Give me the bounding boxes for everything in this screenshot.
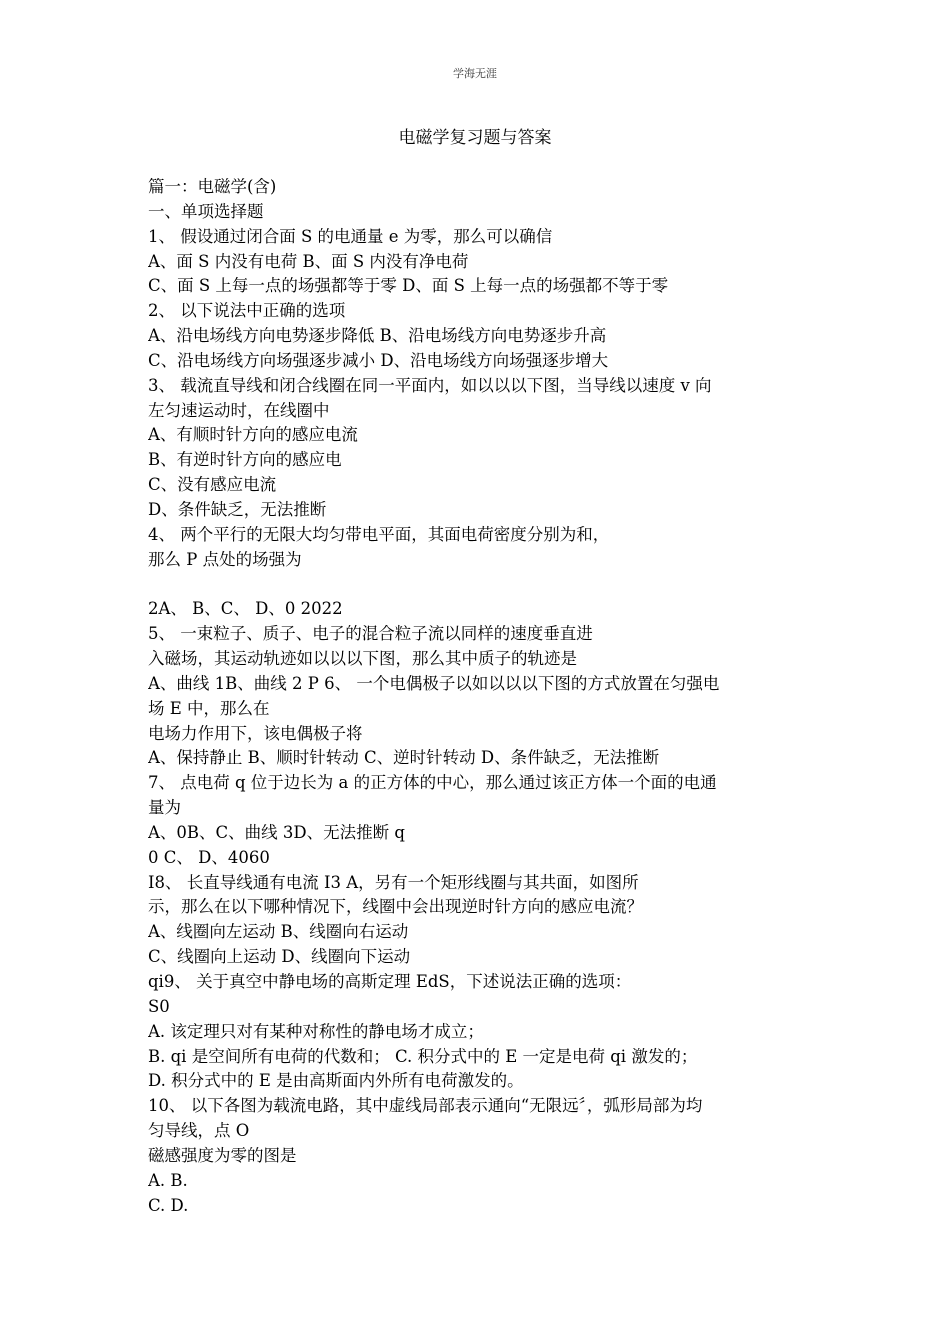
text-line: B. qi 是空间所有电荷的代数和； C. 积分式中的 E 一定是电荷 qi 激发的； [148, 1046, 698, 1066]
text-line: C、线圈向上运动 D、线圈向下运动 [148, 947, 411, 967]
text-line: B、有逆时针方向的感应电 [148, 450, 342, 470]
text-line: 电场力作用下，该电偶极子将 [148, 723, 363, 743]
text-line: 匀导线，点 O [148, 1121, 250, 1141]
text-line: A、曲线 1B、曲线 2 P 6、 一个电偶极子以如以以以下图的方式放置在匀强电 [148, 673, 720, 693]
text-line: A、保持静止 B、顺时针转动 C、逆时针转动 D、条件缺乏，无法推断 [148, 748, 660, 768]
text-line: D、条件缺乏，无法推断 [148, 499, 327, 519]
text-line: 5、 一束粒子、质子、电子的混合粒子流以同样的速度垂直进 [148, 624, 593, 644]
text-line: 那么 P 点处的场强为 [148, 549, 302, 569]
text-line: 场 E 中，那么在 [148, 698, 270, 718]
text-line: A、面 S 内没有电荷 B、面 S 内没有净电荷 [148, 251, 469, 271]
text-line: 一、单项选择题 [148, 201, 264, 221]
text-line: S0 [148, 996, 170, 1016]
text-line: A. B. [148, 1170, 188, 1190]
text-line: C、面 S 上每一点的场强都等于零 D、面 S 上每一点的场强都不等于零 [148, 276, 669, 296]
text-line: 量为 [148, 798, 181, 818]
text-line: 入磁场，其运动轨迹如以以以下图，那么其中质子的轨迹是 [148, 649, 577, 669]
text-line: 1、 假设通过闭合面 S 的电通量 e 为零，那么可以确信 [148, 226, 553, 246]
text-line: 2A、 B、C、 D、0 2022 [148, 599, 343, 619]
page-header: 学海无涯 [453, 67, 497, 80]
text-line: 4、 两个平行的无限大均匀带电平面，其面电荷密度分别为和， [148, 524, 610, 544]
text-line: 磁感强度为零的图是 [148, 1145, 297, 1165]
document-title: 电磁学复习题与答案 [398, 128, 552, 148]
text-line: A、线圈向左运动 B、线圈向右运动 [148, 922, 409, 942]
text-line: 篇一：电磁学(含) [148, 177, 277, 196]
text-line: C、沿电场线方向场强逐步减小 D、沿电场线方向场强逐步增大 [148, 350, 609, 370]
text-line: A、有顺时针方向的感应电流 [148, 425, 358, 445]
text-line: D. 积分式中的 E 是由高斯面内外所有电荷激发的。 [148, 1071, 524, 1091]
text-line: 2、 以下说法中正确的选项 [148, 301, 346, 321]
text-line: 0 C、 D、4060 [148, 847, 270, 867]
text-line: A、0B、C、曲线 3D、无法推断 q [148, 822, 405, 842]
document-body [148, 175, 800, 1218]
text-line: 7、 点电荷 q 位于边长为 a 的正方体的中心，那么通过该正方体一个面的电通 [148, 773, 717, 793]
text-line: 3、 载流直导线和闭合线圈在同一平面内，如以以以下图，当导线以速度 v 向 [148, 375, 712, 395]
text-line: A、沿电场线方向电势逐步降低 B、沿电场线方向电势逐步升高 [148, 326, 607, 346]
text-line: I8、 长直导线通有电流 I3 A，另有一个矩形线圈与其共面，如图所 [148, 872, 639, 892]
text-line: C、没有感应电流 [148, 475, 277, 495]
text-line: C. D. [148, 1195, 189, 1215]
text-line: 示，那么在以下哪种情况下，线圈中会出现逆时针方向的感应电流？ [148, 897, 643, 917]
text-line: 10、 以下各图为载流电路，其中虚线局部表示通向“无限远〞，弧形局部为均 [148, 1096, 703, 1116]
text-line: A. 该定理只对有某种对称性的静电场才成立； [148, 1021, 484, 1041]
blank-line [148, 573, 800, 598]
text-line: qi9、 关于真空中静电场的高斯定理 EdS，下述说法正确的选项： [148, 972, 632, 991]
text-line: 左匀速运动时，在线圈中 [148, 400, 330, 420]
